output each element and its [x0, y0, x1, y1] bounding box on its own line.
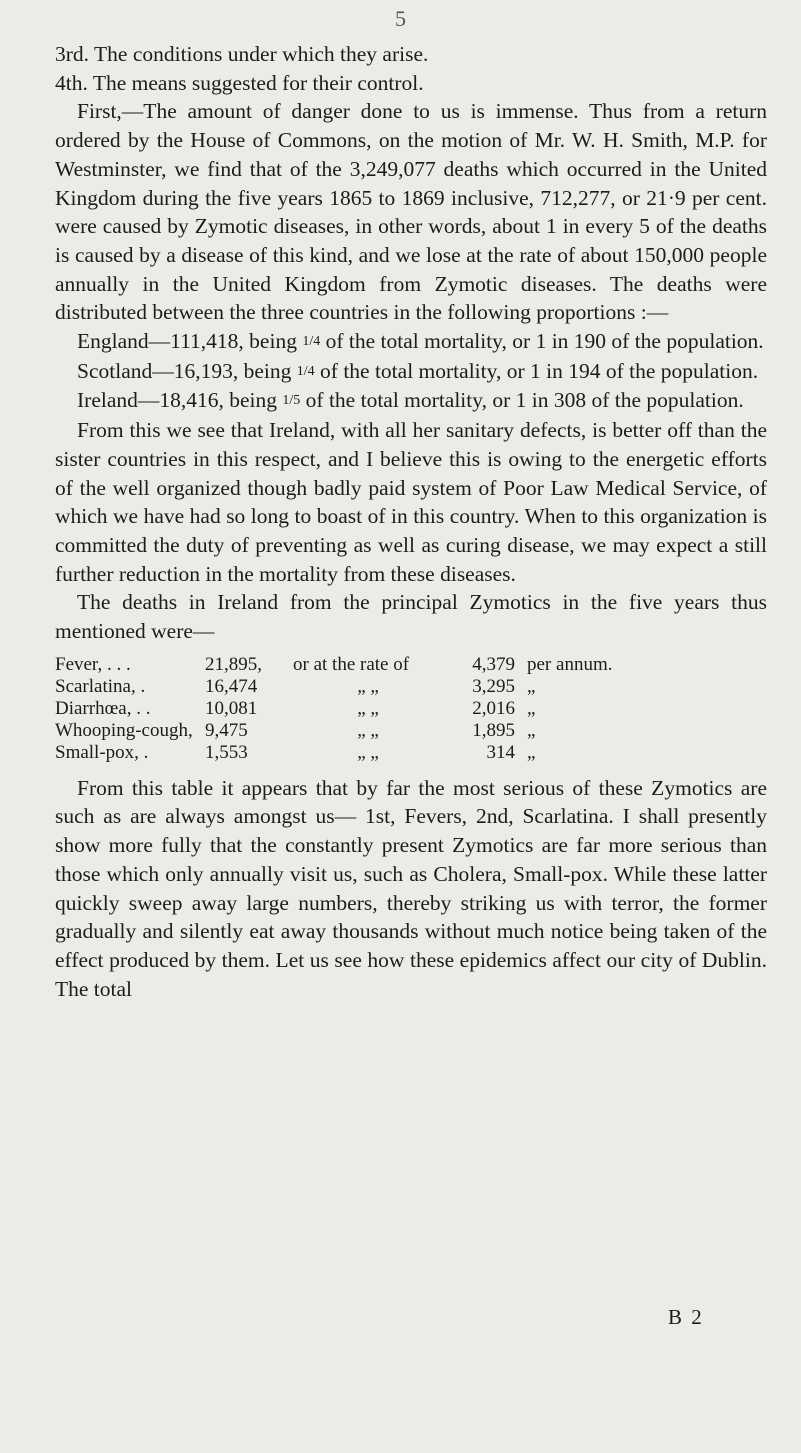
table-row: Scarlatina, . 16,474 „ „ 3,295 „ [55, 675, 536, 697]
paragraph-3rd: 3rd. The conditions under which they arise. [55, 42, 429, 66]
signature-mark: B 2 [668, 1305, 704, 1329]
paragraph-table-conclusion: From this table it appears that by far the most serious of these Zymotics are such as are always amongst us— 1st, Fevers, 2nd, Scarlatina. I shall presently show more fully that the constantly present Zymotics are far more serious than those which only annually visit us, such as Cholera, Small-pox. While these latter quickly sweep away large numbers, thereby striking us with terror, the former gradually and silently eat away thousands without much notice being taken of the effect produced by them. Let us see how these epidemics affect our city of Dublin. The total [55, 775, 767, 1001]
table-row: Whooping-cough, 9,475 „ „ 1,895 „ [55, 719, 536, 741]
table-row: Small-pox, . 1,553 „ „ 314 „ [55, 741, 536, 763]
paragraph-first: First,—The amount of danger done to us is immense. Thus from a return ordered by the House of Commons, on the motion of Mr. W. H. Smith, M.P. for Westminster, we find that of the 3,249,077 deaths which occurred in the United Kingdom during the five years 1865 to 1869 inclusive, 712,277, or 21·9 per cent. were caused by Zymotic diseases, in other words, about 1 in every 5 of the deaths is caused by a disease of this kind, and we lose at the rate of about 150,000 people annually in the United Kingdom from Zymotic diseases. The deaths were distributed between the three countries in the following proportions :— [55, 99, 767, 325]
fraction: 1/5 [282, 393, 301, 409]
fraction: 1/4 [302, 334, 321, 350]
page-number: 5 [395, 6, 406, 31]
paragraph-4th: 4th. The means suggested for their control. [55, 70, 424, 95]
paragraph-deaths-intro: The deaths in Ireland from the principal Zymotics in the five years thus mentioned were— [55, 590, 767, 644]
fraction: 1/4 [296, 363, 315, 379]
paragraph-ireland-comparison: From this we see that Ireland, with all her sanitary defects, is better off than the sister countries in this respect, and I believe this is owing to the energetic efforts of the well organized though badly paid system of Poor Law Medical Service, of which we have had so long to boast of in this country. When to this organization is committed the duty of preventing as well as curing disease, we may expect a still further reduction in the mortality from these diseases. [55, 418, 767, 586]
zymotic-deaths-table [55, 654, 637, 764]
table-row: Diarrhœa, . . 10,081 „ „ 2,016 „ [55, 697, 536, 719]
country-ireland: Ireland—18,416, being 1/5 of the total mortality, or 1 in 308 of the population. [77, 388, 744, 413]
table-row: Fever, . . . 21,895, or at the rate of 4,379 per annum. [55, 653, 613, 675]
country-scotland: Scotland—16,193, being 1/4 of the total mortality, or 1 in 194 of the population. [77, 358, 759, 383]
body-text [55, 40, 767, 1003]
country-england: England—111,418, being 1/4 of the total mortality, or 1 in 190 of the population. [77, 329, 764, 354]
